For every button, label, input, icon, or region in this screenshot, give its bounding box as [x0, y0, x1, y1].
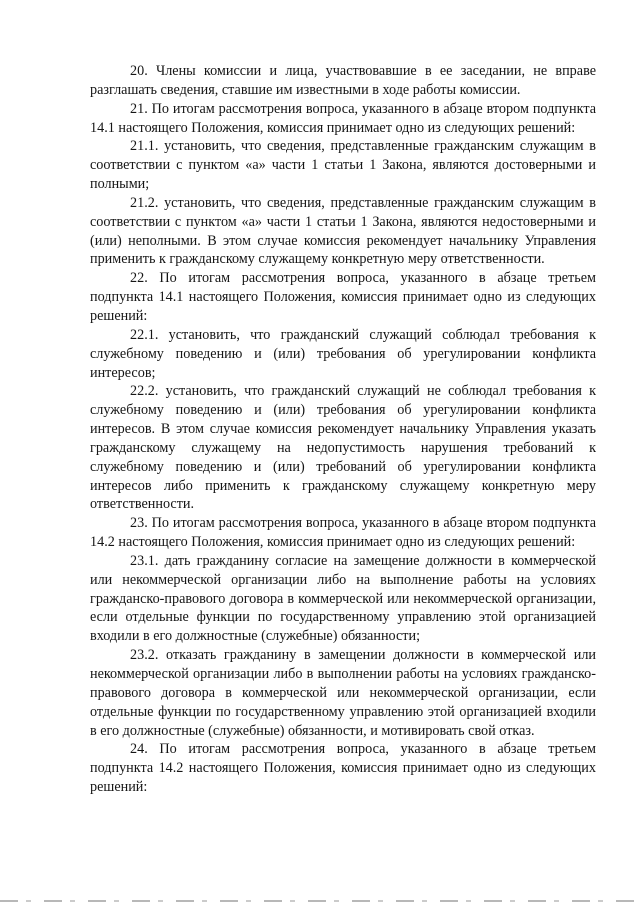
paragraph-22-1: 22.1. установить, что гражданский служащий соблюдал требования к служебному поведению и (или) требования об урегулировании конфликта интересов; [90, 326, 596, 381]
paragraph-20: 20. Члены комиссии и лица, участвовавшие в ее заседании, не вправе разглашать сведения, ставшие им известными в ходе работы комиссии. [90, 63, 596, 98]
document-body [90, 62, 596, 797]
paragraph-23: 23. По итогам рассмотрения вопроса, указанного в абзаце втором подпункта 14.2 настоящего Положения, комиссия принимает одно из следующих решений: [90, 515, 596, 551]
paragraph-21: 21. По итогам рассмотрения вопроса, указанного в абзаце втором подпункта 14.1 настоящего Положения, комиссия принимает одно из следующих решений: [90, 100, 596, 136]
paragraph-24: 24. По итогам рассмотрения вопроса, указанного в абзаце третьем подпункта 14.2 настоящего Положения, комиссия принимает одно из следующих решений: [90, 741, 596, 796]
paragraph-23-2: 23.2. отказать гражданину в замещении должности в коммерческой или некоммерческой организации либо в выполнении работы на условиях гражданско-правового договора в коммерческой или некоммерческой организации, если отдельные функции по государственному управлению этой организацией входили в его должностные (служебные) обязанности, и мотивировать свой отказ. [90, 647, 596, 739]
paragraph-21-2: 21.2. установить, что сведения, представленные гражданским служащим в соответствии с пунктом «а» части 1 статьи 1 Закона, являются недостоверными и (или) неполными. В этом случае комиссия рекомендует начальнику Управления применить к гражданскому служащему конкретную меру ответственности. [90, 194, 596, 268]
scan-bottom-edge [0, 900, 640, 902]
paragraph-21-1: 21.1. установить, что сведения, представленные гражданским служащим в соответствии с пунктом «а» части 1 статьи 1 Закона, являются достоверными и полными; [90, 138, 596, 193]
paragraph-22: 22. По итогам рассмотрения вопроса, указанного в абзаце третьем подпункта 14.1 настоящего Положения, комиссия принимает одно из следующих решений: [90, 270, 596, 324]
paragraph-23-1: 23.1. дать гражданину согласие на замещение должности в коммерческой или некоммерческой организации либо на выполнение работы на условиях гражданско-правового договора в коммерческой или некоммерческой организации, если отдельные функции по государственному управлению этой организацией входили в его должностные (служебные) обязанности; [90, 552, 596, 645]
paragraph-22-2: 22.2. установить, что гражданский служащий не соблюдал требования к служебному поведению и (или) требования об урегулировании конфликта интересов. В этом случае комиссия рекомендует начальнику Управления указать гражданскому служащему на недопустимость нарушения требований к служебному поведению и (или) требований об урегулировании конфликта интересов либо применить к гражданскому служащему конкретную меру ответственности. [90, 383, 596, 513]
